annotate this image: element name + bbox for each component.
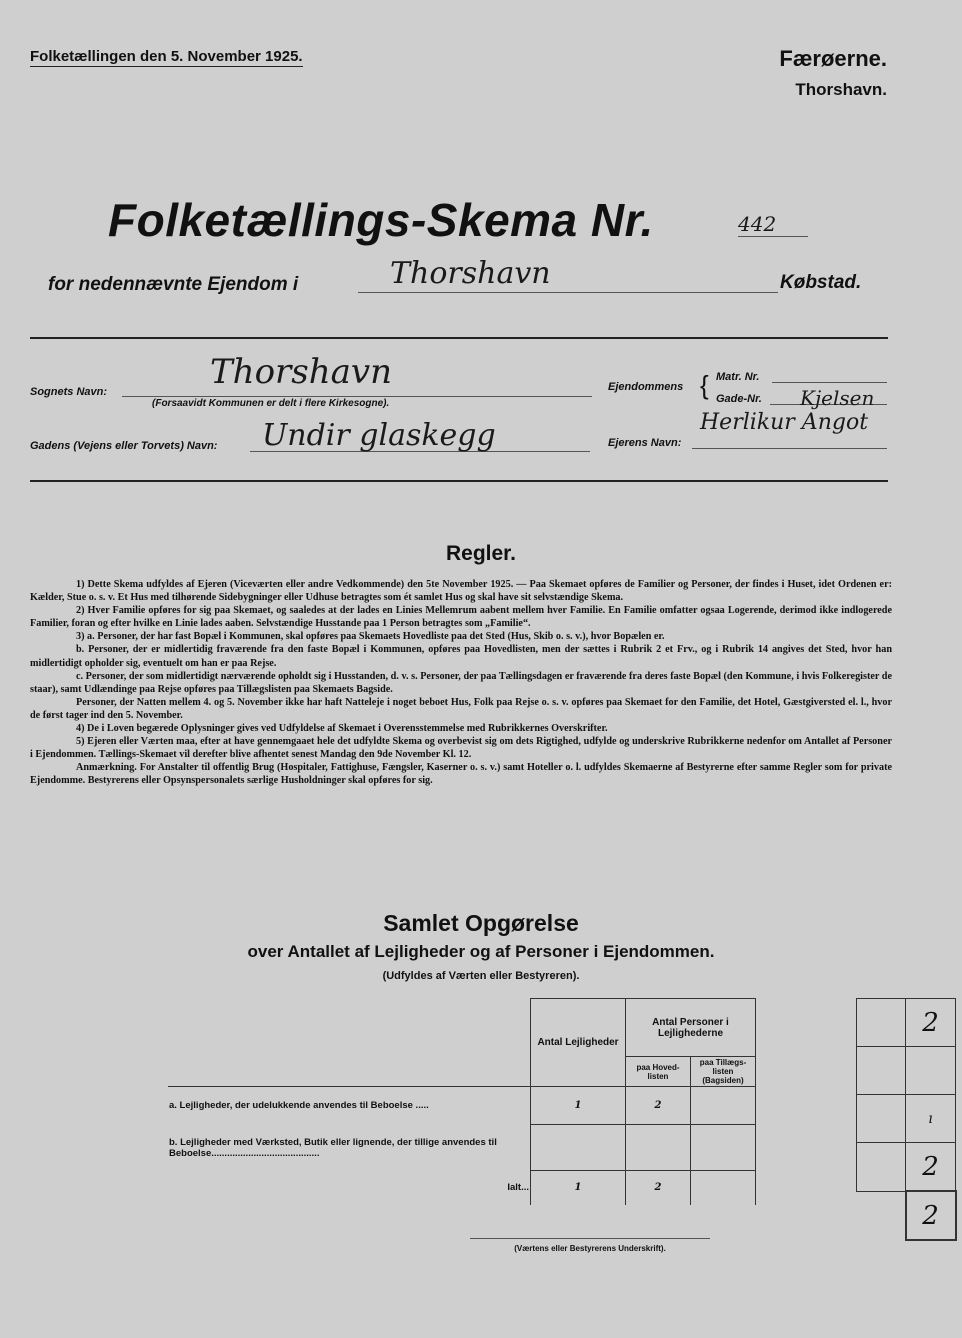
region-header: Færøerne. <box>779 46 887 71</box>
col-personer-header: Antal Personer i Lejlighederne <box>626 999 756 1057</box>
row-ialt-label: Ialt... <box>168 1171 531 1205</box>
col-antal-header: Antal Lejligheder <box>531 999 626 1087</box>
right-grid-cell <box>857 1191 906 1240</box>
ejendom-label: Ejendommens <box>608 381 684 393</box>
sogn-line <box>122 396 592 397</box>
col-tillaeg-header: paa Tillægs-listen (Bagsiden) <box>691 1057 756 1087</box>
row-a-label: a. Lejligheder, der udelukkende anvendes til Beboelse ..... <box>168 1087 531 1125</box>
rule-paragraph: 5) Ejeren eller Værten maa, efter at have gennemgaaet hele det udfyldte Skema og overbevist sig om dets Rigtighed, udfylde og underskrive Rubrikkerne nedenfor om Antallet af Personer i Ejendommen. Tællings-Skemaet vil derefter blive afhentet senest Mandag den 9de November Kl. 12. <box>30 736 892 761</box>
rule-paragraph: 2) Hver Familie opføres for sig paa Skemaet, og saaledes at der lades en Linies Mellemrum aabent mellem hver Familie. En Familie omfatter ogsaa Logerende, derimod ikke indlogerede Familier, foran og efter hvilke en Linie lades aaben. Selvstændige Husstande paa 1 Person betragtes som „Familie“. <box>30 605 892 630</box>
right-grid-wrap <box>856 998 957 1241</box>
rules-title: Regler. <box>445 542 517 565</box>
form-subtitle: for nedennævnte Ejendom i <box>48 274 299 295</box>
gade-value: Undir glaskegg <box>262 418 496 453</box>
rule-paragraph: Personer, der Natten mellem 4. og 5. November ikke har haft Natteleje i noget beboet Hus, Folk paa Rejse o. s. v. opføres paa Skemaet for den Familie, det Hotel, Gæstgiversted el. l., hvor de først tager ind den 5. November. <box>30 696 892 721</box>
summary-table <box>168 998 756 1205</box>
right-grid-cell <box>857 1095 906 1143</box>
right-grid-cell: 2 <box>906 999 956 1047</box>
sogn-value: Thorshavn <box>210 352 393 392</box>
rule-paragraph: 3) a. Personer, der har fast Bopæl i Kommunen, skal opføres paa Skemaets Hovedliste paa det Sted (Hus, Skib o. s. v.), hvor Bopælen er. <box>76 631 665 643</box>
right-grid-cell: 2 <box>906 1143 956 1192</box>
kobstad-label: Købstad. <box>780 272 862 293</box>
gade-nr-label: Gade-Nr. <box>716 393 762 405</box>
gade-label: Gadens (Vejens eller Torvets) Navn: <box>30 440 218 452</box>
row-b-hoved <box>626 1125 691 1171</box>
right-grid-cell: 2 <box>906 1191 956 1240</box>
row-label-header <box>168 999 531 1087</box>
ejer-value: Herlikur Angot <box>700 410 869 435</box>
summary-subtitle: over Antallet af Lejligheder og af Personer i Ejendommen. <box>247 942 715 961</box>
right-grid-cell <box>857 999 906 1047</box>
matr-line <box>772 382 887 383</box>
divider-mid <box>30 480 888 482</box>
rule-paragraph: 4) De i Loven begærede Oplysninger gives ved Udfyldelse af Skemaet i Overensstemmelse med Rubrikkernes Overskrifter. <box>76 723 608 735</box>
row-ialt-antal: 1 <box>531 1171 626 1205</box>
form-number-handwritten: 442 <box>738 212 808 237</box>
sogn-label: Sognets Navn: <box>30 386 108 398</box>
rule-paragraph: b. Personer, der er midlertidig fraværende fra den faste Bopæl i Kommunen, opføres paa Hovedlisten, men der sættes i Rubrik 2 et Frv., og i Rubrik 14 angives det Sted, hvor han midlertidigt opholder sig, eventuelt om han er paa Rejse. <box>30 644 892 669</box>
rule-paragraph: c. Personer, der som midlertidigt nærværende opholdt sig i Husstanden, d. v. s. Personer, der paa Tællingsdagen er fraværende fra deres faste Bopæl (den Kommune, i hvis Folkeregister de staar), samt Udlændinge paa Rejse opføres paa Tillægslisten paa Skemaets Bagside. <box>30 670 892 695</box>
row-ialt-hoved: 2 <box>626 1171 691 1205</box>
ejer-line <box>692 448 887 449</box>
row-ialt-tillaeg <box>691 1171 756 1205</box>
summary-table-wrap <box>168 998 756 1205</box>
right-grid-cell: ı <box>906 1095 956 1143</box>
sogn-note: (Forsaavidt Kommunen er delt i flere Kirkesogne). <box>152 398 390 409</box>
brace-icon: { <box>700 370 709 400</box>
right-grid-cell <box>857 1047 906 1095</box>
signature-caption: (Værtens eller Bestyrerens Underskrift). <box>514 1244 666 1253</box>
col-hoved-header: paa Hoved-listen <box>626 1057 691 1087</box>
signature-line <box>470 1238 710 1239</box>
right-grid-cell <box>906 1047 956 1095</box>
matr-label: Matr. Nr. <box>716 371 760 383</box>
row-a-tillaeg <box>691 1087 756 1125</box>
town-handwritten: Thorshavn <box>390 256 551 291</box>
row-b-label: b. Lejligheder med Værksted, Butik eller lignende, der tillige anvendes til Beboelse......................................... <box>168 1125 531 1171</box>
row-a-antal: 1 <box>531 1087 626 1125</box>
gade-nr-value: Kjelsen <box>800 386 875 410</box>
divider-top <box>30 337 888 339</box>
summary-title: Samlet Opgørelse <box>383 910 579 936</box>
row-b-antal <box>531 1125 626 1171</box>
rule-paragraph: 1) Dette Skema udfyldes af Ejeren (Viceværten eller andre Vedkommende) den 5te November 1925. — Paa Skemaet opføres de Familier og Personer, der findes i Huset, idet Ordenen er: Kælder, Stue o. s. v. Et Hus med tilhørende Sidebygninger eller Udhuse betragtes som ét samlet Hus og skal have sit selvstændige Skema. <box>30 579 892 604</box>
right-grid-cell <box>857 1143 906 1192</box>
rules-text <box>30 578 892 788</box>
row-a-hoved: 2 <box>626 1087 691 1125</box>
census-date-header: Folketællingen den 5. November 1925. <box>30 48 303 65</box>
ejer-label: Ejerens Navn: <box>608 437 682 449</box>
summary-note: (Udfyldes af Værten eller Bestyreren). <box>382 970 580 982</box>
form-title: Folketællings-Skema Nr. <box>108 194 654 246</box>
rule-paragraph: Anmærkning. For Anstalter til offentlig Brug (Hospitaler, Fattighuse, Fængsler, Kaserner o. s. v.) samt Hoteller o. l. udfyldes Skemaerne af Bestyrerne efter samme Regler som for private Ejendomme. Bestyrerens eller Opsynspersonalets særlige Husholdninger skal opføres for sig. <box>30 762 892 787</box>
town-line <box>358 292 778 293</box>
row-b-tillaeg <box>691 1125 756 1171</box>
town-header: Thorshavn. <box>795 80 887 99</box>
right-grid <box>856 998 957 1241</box>
